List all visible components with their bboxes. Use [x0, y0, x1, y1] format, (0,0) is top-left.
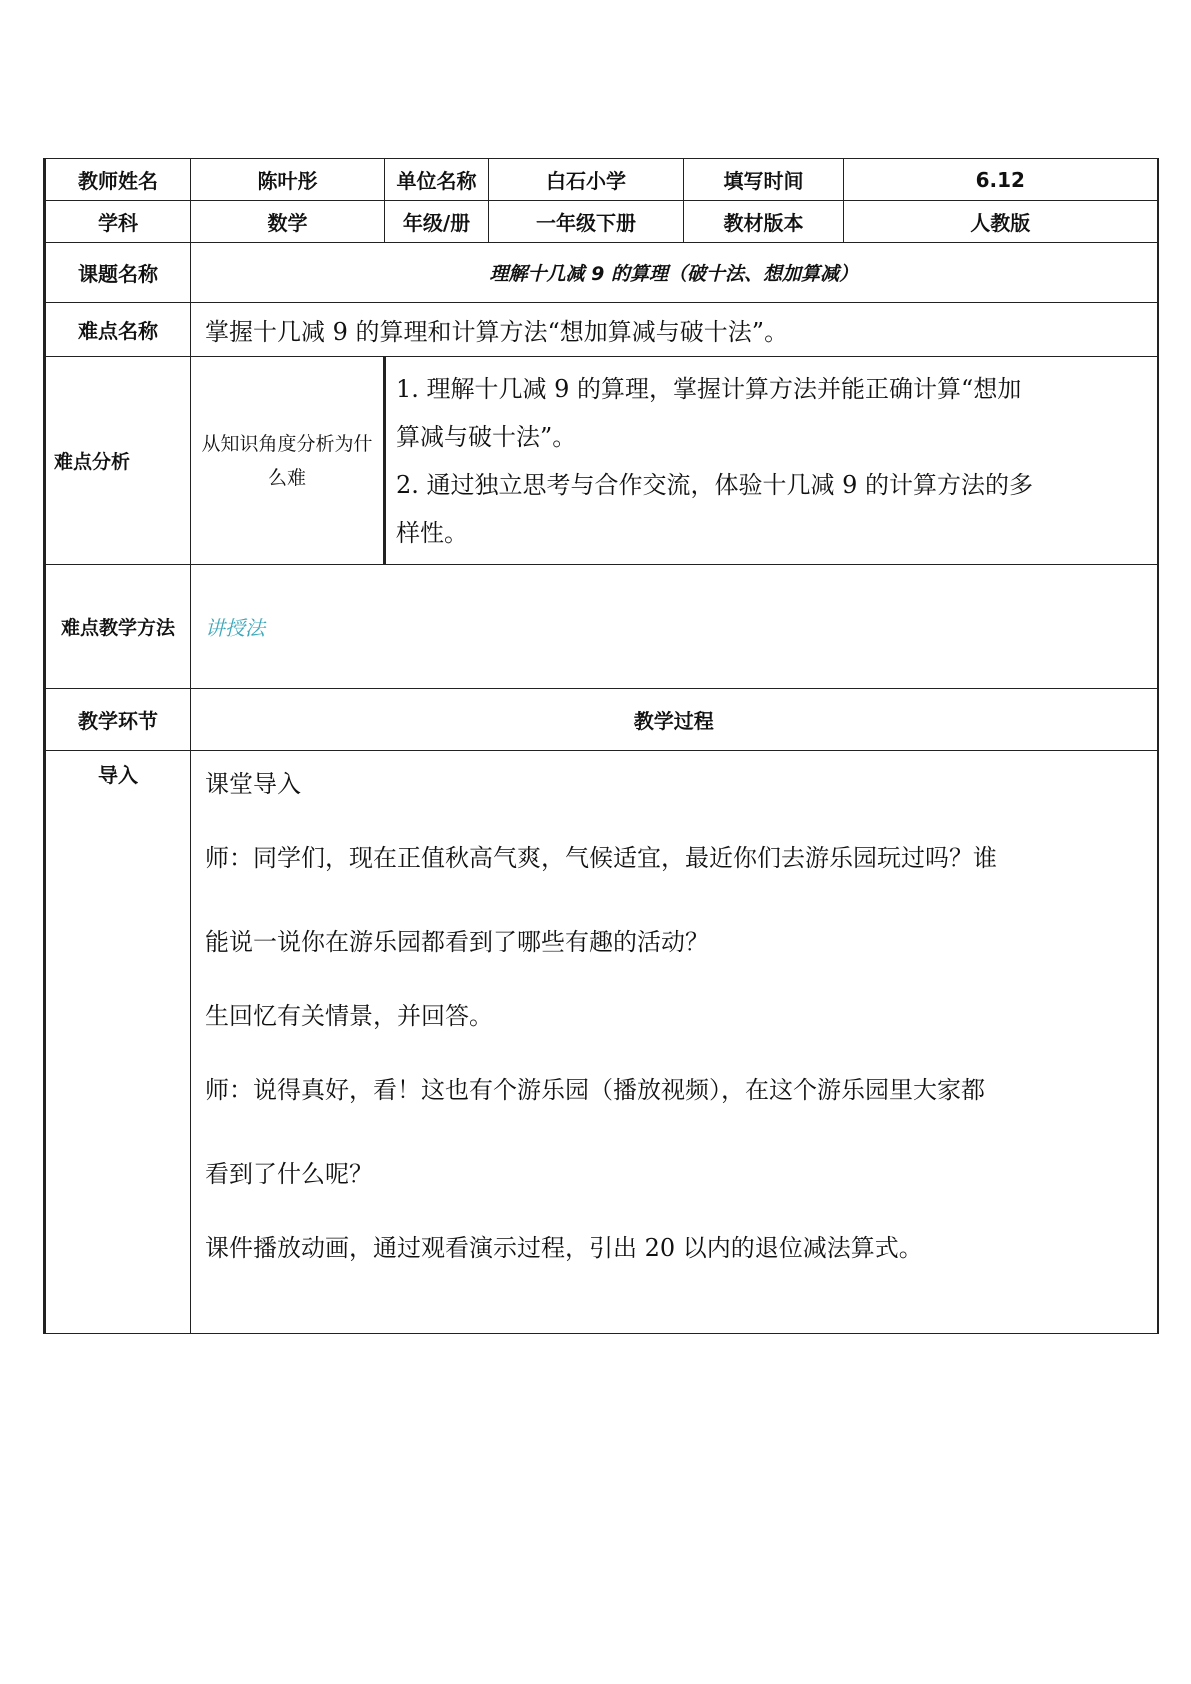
stage-header: 教学环节 — [45, 689, 191, 751]
table-row-info-2 — [45, 201, 1158, 243]
table-row-process-header — [45, 689, 1158, 751]
analysis-label: 难点分析 — [45, 357, 191, 565]
analysis-line-3: 2. 通过独立思考与合作交流，体验十几减 9 的计算方法的多 — [396, 470, 1034, 499]
date-value: 6.12 — [844, 159, 1158, 201]
process-line-5: 师：说得真好，看！这也有个游乐园（播放视频），在这个游乐园里大家都 — [205, 1076, 985, 1104]
process-line-7: 课件播放动画，通过观看演示过程，引出 20 以内的退位减法算式。 — [205, 1234, 923, 1262]
analysis-content — [385, 357, 1158, 565]
table-row-difficulty — [45, 303, 1158, 357]
teacher-label: 教师姓名 — [45, 159, 191, 201]
stage-name: 导入 — [45, 751, 191, 1334]
grade-label: 年级/册 — [385, 201, 489, 243]
edition-value: 人教版 — [844, 201, 1158, 243]
topic-value: 理解十几减 9 的算理（破十法、想加算减） — [191, 243, 1158, 303]
process-line-2: 师：同学们，现在正值秋高气爽，气候适宜，最近你们去游乐园玩过吗？谁 — [205, 844, 997, 872]
table-row-info-1 — [45, 159, 1158, 201]
difficulty-label: 难点名称 — [45, 303, 191, 357]
method-label: 难点教学方法 — [45, 565, 191, 689]
unit-label: 单位名称 — [385, 159, 489, 201]
process-line-3: 能说一说你在游乐园都看到了哪些有趣的活动？ — [205, 928, 709, 956]
process-content — [191, 751, 1158, 1334]
analysis-line-1: 1. 理解十几减 9 的算理，掌握计算方法并能正确计算“想加 — [396, 374, 1022, 403]
unit-name: 白石小学 — [489, 159, 684, 201]
process-header: 教学过程 — [191, 689, 1158, 751]
analysis-line-2: 算减与破十法”。 — [396, 422, 577, 451]
table-row-topic — [45, 243, 1158, 303]
topic-label: 课题名称 — [45, 243, 191, 303]
subject-value: 数学 — [191, 201, 385, 243]
analysis-sub-label: 从知识角度分析为什么难 — [191, 357, 385, 565]
process-line-1: 课堂导入 — [205, 770, 301, 798]
method-value: 讲授法 — [191, 565, 1158, 689]
grade-value: 一年级下册 — [489, 201, 684, 243]
analysis-line-4: 样性。 — [396, 518, 468, 547]
edition-label: 教材版本 — [684, 201, 844, 243]
difficulty-value: 掌握十几减 9 的算理和计算方法“想加算减与破十法”。 — [191, 303, 1158, 357]
lesson-plan-table — [43, 158, 1159, 1334]
subject-label: 学科 — [45, 201, 191, 243]
table-row-process — [45, 751, 1158, 1334]
date-label: 填写时间 — [684, 159, 844, 201]
table-row-method — [45, 565, 1158, 689]
process-line-4: 生回忆有关情景，并回答。 — [205, 1002, 493, 1030]
table-row-analysis — [45, 357, 1158, 565]
process-line-6: 看到了什么呢？ — [205, 1160, 373, 1188]
teacher-name: 陈叶彤 — [191, 159, 385, 201]
